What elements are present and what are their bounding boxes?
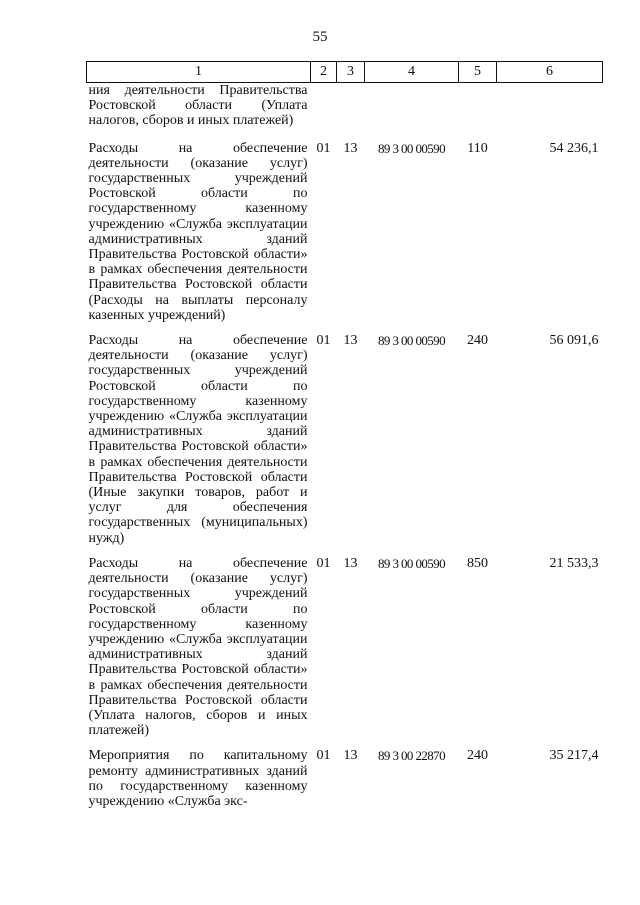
row-target-code: 89 3 00 00590 bbox=[378, 333, 445, 349]
row-target-code: 89 3 00 00590 bbox=[378, 140, 445, 156]
row-section: 01 bbox=[316, 333, 331, 349]
row-expense-type: 110 bbox=[467, 140, 488, 156]
row-name: ния деятельности Правительства Ростовской области (Уплата налогов, сборов и иных платежей) bbox=[88, 83, 308, 129]
row-amount bbox=[497, 83, 603, 141]
row-expense-type bbox=[459, 83, 497, 141]
row-name: Расходы на обеспечение деятельности (оказание услуг) государственных учреждений Ростовской области по государственному казенному учреждению «Служба эксплуатации административных зданий Правительства Ростовской области» в рамках обеспечения деятельности Правительства Ростовской области (Уплата налогов, сборов и иных платежей) bbox=[88, 555, 308, 739]
row-subsection bbox=[337, 83, 365, 141]
table-row bbox=[87, 556, 603, 748]
row-target-code: 89 3 00 22870 bbox=[378, 748, 445, 764]
header-col-1: 1 bbox=[87, 62, 311, 83]
row-name: Расходы на обеспечение деятельности (оказание услуг) государственных учреждений Ростовской области по государственному казенному учреждению «Служба эксплуатации административных зданий Правительства Ростовской области» в рамках обеспечения деятельности Правительства Ростовской области (Иные закупки товаров, работ и услуг для обеспечения государственных (муниципальных) нужд) bbox=[88, 333, 308, 546]
table-body bbox=[87, 83, 603, 810]
row-section: 01 bbox=[316, 555, 331, 571]
row-amount: 21 533,3 bbox=[549, 555, 599, 571]
row-expense-type: 850 bbox=[467, 555, 488, 571]
row-section bbox=[311, 83, 337, 141]
row-amount: 56 091,6 bbox=[549, 333, 599, 349]
row-amount: 54 236,1 bbox=[549, 140, 599, 156]
header-col-3: 3 bbox=[337, 62, 365, 83]
row-name: Мероприятия по капитальному ремонту административных зданий по государственному казенному учреждению «Служба экс- bbox=[88, 748, 308, 809]
table-row bbox=[87, 333, 603, 556]
table-header bbox=[87, 62, 603, 83]
header-col-2: 2 bbox=[311, 62, 337, 83]
row-section: 01 bbox=[316, 140, 331, 156]
table-row bbox=[87, 83, 603, 141]
table-row bbox=[87, 141, 603, 333]
row-expense-type: 240 bbox=[467, 333, 488, 349]
header-col-6: 6 bbox=[497, 62, 603, 83]
row-amount: 35 217,4 bbox=[549, 748, 599, 764]
page-number: 55 bbox=[312, 29, 328, 45]
row-target-code: 89 3 00 00590 bbox=[378, 555, 445, 571]
row-subsection: 13 bbox=[343, 140, 358, 156]
header-col-4: 4 bbox=[365, 62, 459, 83]
budget-table bbox=[86, 61, 603, 809]
row-subsection: 13 bbox=[343, 333, 358, 349]
table-row bbox=[87, 748, 603, 809]
row-subsection: 13 bbox=[343, 555, 358, 571]
row-name: Расходы на обеспечение деятельности (оказание услуг) государственных учреждений Ростовской области по государственному казенному учреждению «Служба эксплуатации административных зданий Правительства Ростовской области» в рамках обеспечения деятельности Правительства Ростовской области (Расходы на выплаты персоналу казенных учреждений) bbox=[88, 140, 308, 323]
row-expense-type: 240 bbox=[467, 748, 488, 764]
row-section: 01 bbox=[316, 748, 331, 764]
header-row bbox=[87, 62, 603, 83]
header-col-5: 5 bbox=[459, 62, 497, 83]
row-subsection: 13 bbox=[343, 748, 358, 764]
row-target-code bbox=[365, 83, 459, 141]
